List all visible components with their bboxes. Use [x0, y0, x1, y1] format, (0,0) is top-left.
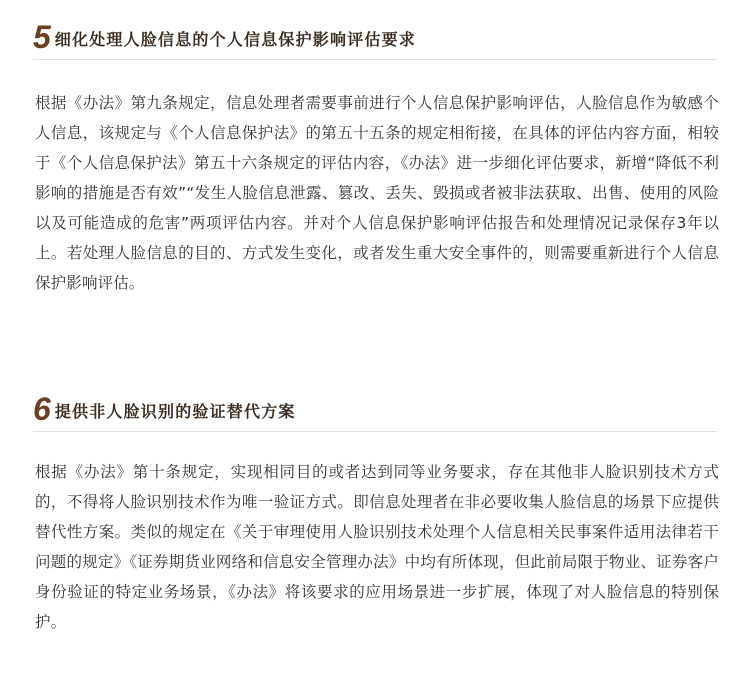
section-5-heading: [33, 18, 717, 60]
section-title: 细化处理人脸信息的个人信息保护影响评估要求: [54, 30, 416, 49]
section-number: 5: [33, 19, 51, 55]
section-5-paragraph: 根据《办法》第九条规定，信息处理者需要事前进行个人信息保护影响评估，人脸信息作为敏感个人信息，该规定与《个人信息保护法》的第五十五条的规定相衔接，在具体的评估内容方面，相较于《个人信息保护法》第五十六条规定的评估内容，《办法》进一步细化评估要求，新增“降低不利影响的措施是否有效”“发生人脸信息泄露、篡改、丢失、毁损或者被非法获取、出售、使用的风险以及可能造成的危害”两项评估内容。并对个人信息保护影响评估报告和处理情况记录保存3年以上。若处理人脸信息的目的、方式发生变化，或者发生重大安全事件的，则需要重新进行个人信息保护影响评估。: [35, 94, 719, 292]
section-6-heading: [33, 390, 717, 432]
section-number: 6: [33, 391, 51, 427]
section-6-paragraph: 根据《办法》第十条规定，实现相同目的或者达到同等业务要求，存在其他非人脸识别技术方式的，不得将人脸识别技术作为唯一验证方式。即信息处理者在非必要收集人脸信息的场景下应提供替代性方案。类似的规定在《关于审理使用人脸识别技术处理个人信息相关民事案件适用法律若干问题的规定》《证券期货业网络和信息安全管理办法》中均有所体现，但此前局限于物业、证券客户身份验证的特定业务场景，《办法》将该要求的应用场景进一步扩展，体现了对人脸信息的特别保护。: [35, 463, 719, 631]
section-title: 提供非人脸识别的验证替代方案: [54, 402, 296, 421]
